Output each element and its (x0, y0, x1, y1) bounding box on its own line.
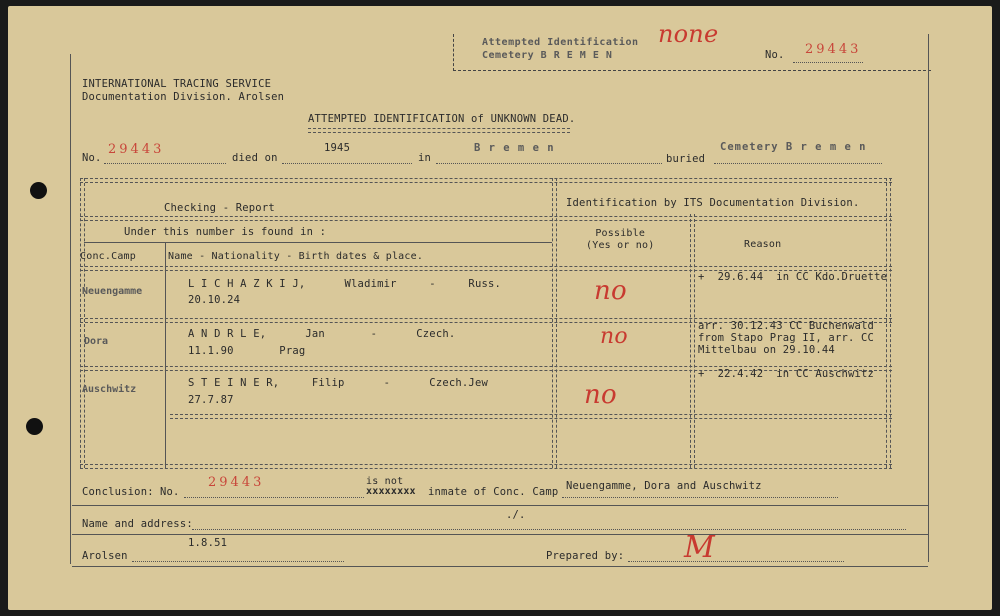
died-on-label: died on (232, 152, 278, 164)
date-value: 1.8.51 (188, 537, 228, 549)
right-header: Identification by ITS Documentation Division. (566, 197, 860, 209)
left-header: Checking - Report (164, 202, 275, 214)
record-no-label: No. (82, 152, 102, 164)
row-reason: + 22.4.42 in CC Auschwitz (698, 368, 875, 380)
inmate-label: inmate of Conc. Camp (428, 486, 559, 498)
conclusion-camps: Neuengamme, Dora and Auschwitz (566, 480, 762, 492)
is-not: is not (366, 476, 404, 487)
buried-label: buried (666, 153, 706, 165)
row-birth: 27.7.87 (188, 394, 234, 406)
col-reason: Reason (744, 239, 782, 250)
stamp-handwritten-none: none (658, 20, 719, 48)
row-reason: arr. 30.12.43 CC Buchenwald from Stapo Prag II, arr. CC Mittelbau on 29.10.44 (698, 320, 875, 356)
row-possible: no (594, 276, 627, 306)
stamp-line1: Attempted Identification (482, 37, 639, 48)
name-address-label: Name and address: (82, 518, 193, 530)
subheader: Under this number is found in : (124, 226, 327, 238)
buried-value: Cemetery B r e m e n (720, 141, 867, 153)
row-name: L I C H A Z K I J, Wladimir - Russ. (188, 278, 502, 290)
in-label: in (418, 152, 432, 164)
struck-text: xxxxxxxx (366, 486, 416, 497)
col-possible: Possible (Yes or no) (586, 228, 655, 251)
conclusion-label: Conclusion: (82, 486, 154, 498)
stamp-line2: Cemetery B R E M E N (482, 50, 613, 61)
conclusion-no-value: 29443 (208, 475, 265, 490)
record-no-value: 29443 (108, 142, 165, 157)
signature: M (684, 530, 715, 565)
col-camp: Conc.Camp (80, 251, 136, 262)
place-value: B r e m e n (474, 142, 555, 154)
prepared-by-label: Prepared by: (546, 550, 625, 562)
row-possible: no (600, 324, 628, 349)
punch-hole-top (30, 182, 47, 199)
row-reason: + 29.6.44 in CC Kdo.Druette (698, 271, 888, 283)
place-label: Arolsen (82, 550, 128, 562)
row-possible: no (584, 380, 617, 410)
punch-hole-bottom (26, 418, 43, 435)
row-camp: Auschwitz (82, 384, 137, 395)
document-card (8, 6, 992, 610)
division-name: Documentation Division. Arolsen (82, 91, 285, 103)
row-name: A N D R L E, Jan - Czech. (188, 328, 456, 340)
separator: ./. (506, 509, 526, 521)
stamp-no-value: 29443 (805, 42, 862, 57)
row-birth: 11.1.90 Prag (188, 345, 306, 357)
conclusion-no-label: No. (160, 486, 180, 498)
form-title: ATTEMPTED IDENTIFICATION of UNKNOWN DEAD. (308, 113, 576, 125)
died-on-value: 1945 (324, 142, 351, 154)
row-camp: Neuengamme (82, 286, 143, 297)
row-birth: 20.10.24 (188, 294, 241, 306)
row-name: S T E I N E R, Filip - Czech.Jew (188, 377, 488, 389)
col-name: Name - Nationality - Birth dates & place. (168, 251, 424, 262)
stamp-no-label: No. (765, 49, 785, 61)
row-camp: Dora (84, 336, 109, 347)
org-name: INTERNATIONAL TRACING SERVICE (82, 78, 272, 90)
